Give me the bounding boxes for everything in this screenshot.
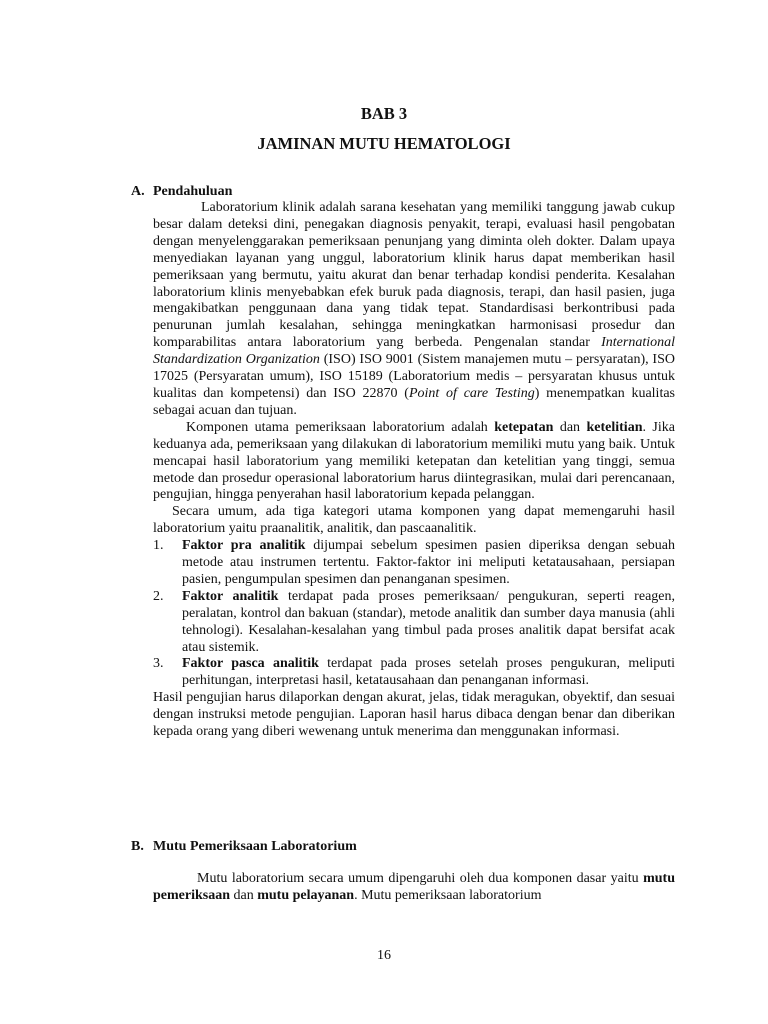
section-b-title: Mutu Pemeriksaan Laboratorium xyxy=(153,839,357,854)
factor-title: Faktor analitik xyxy=(182,588,279,604)
factor-list xyxy=(153,538,675,690)
text-run: Laboratorium klinik adalah sarana kesehatan yang memiliki tanggung jawab cukup besar dalam deteksi dini, penegakan diagnosis penyakit, terapi, evaluasi hasil pengobatan dengan menyelenggarakan pemeriksaan penunjang yang diminta oleh dokter. Dalam upaya menyediakan layanan yang unggul, laboratorium klinik harus dapat memberikan hasil pemeriksaan yang bermutu, yaitu akurat dan benar terhadap kondisi penderita. Kesalahan laboratorium klinis menyebabkan efek buruk pada diagnosis, terapi, dan hasil pasien, juga mengakibatkan penggunaan dana yang tidak tepat. Standardisasi berkontribusi pada penurunan jumlah kesalahan, sehingga meningkatkan harmonisasi prosedur dan komparabilitas antara laboratorium yang berbeda. Pengenalan standar xyxy=(153,200,675,351)
factor-title: Faktor pasca analitik xyxy=(182,656,319,672)
text-run: dan xyxy=(553,419,587,435)
page-number: 16 xyxy=(377,948,391,963)
term-mutu-pelayanan: mutu pelayanan xyxy=(257,887,355,903)
list-number: 3. xyxy=(153,656,164,672)
poct-italic: Point of care Testing xyxy=(408,385,535,401)
list-item xyxy=(153,656,675,690)
chapter-number: BAB 3 xyxy=(360,104,408,123)
text-run: dan xyxy=(230,887,258,903)
section-a-letter: A. xyxy=(131,184,145,199)
text-run: . Jika keduanya ada, pemeriksaan yang dilakukan di laboratorium memiliki mutu yang baik. Untuk mencapai hasil laboratorium yang memiliki ketepatan dan ketelitian yang tinggi, semua metode dan prosedur operasional laboratorium harus diintegrasikan, mulai dari perencanaan, pengujian, hingga penyerahan hasil laboratorium kepada pelanggan. xyxy=(153,419,675,503)
section-b-body xyxy=(153,871,675,905)
list-item xyxy=(153,589,675,657)
chapter-title: JAMINAN MUTU HEMATOLOGI xyxy=(257,134,511,153)
iso-name-italic: International Standardization Organization xyxy=(153,335,675,368)
factor-text: terdapat pada proses setelah proses pengukuran, meliputi perhitungan, interpretasi hasil, ketatausahaan dan penanganan informasi. xyxy=(182,656,675,689)
text-run: Mutu laboratorium secara umum dipengaruhi oleh dua komponen dasar yaitu xyxy=(197,871,644,886)
factor-title: Faktor pra analitik xyxy=(182,538,306,554)
section-a-title: Pendahuluan xyxy=(153,184,233,199)
section-b-letter: B. xyxy=(131,839,144,854)
paragraph-components xyxy=(153,420,675,505)
list-item xyxy=(153,538,675,589)
list-number: 1. xyxy=(153,538,164,554)
term-ketelitian: ketelitian xyxy=(586,419,643,435)
list-number: 2. xyxy=(153,588,164,604)
text-run: . Mutu pemeriksaan laboratorium xyxy=(354,887,542,903)
paragraph-categories: Secara umum, ada tiga kategori utama komponen yang dapat memengaruhi hasil laboratorium yaitu praanalitik, analitik, dan pascaanalitik. xyxy=(153,504,675,537)
term-mutu-pemeriksaan: mutu pemeriksaan xyxy=(153,871,675,903)
section-a-body xyxy=(153,200,675,741)
text-run: (ISO) ISO 9001 (Sistem manajemen mutu – persyaratan), ISO 17025 (Persyaratan umum), ISO 15189 (Laboratorium medis – persyaratan khusus untuk kualitas dan kompetensi) dan ISO 22870 ( xyxy=(153,352,675,401)
paragraph-quality xyxy=(153,871,675,905)
factor-text: dijumpai sebelum spesimen pasien diperiksa dengan sebuah metode atau instrumen tertentu. Faktor-faktor ini meliputi ketatausahaan, persiapan pasien, pengumpulan spesimen dan penanganan spesimen. xyxy=(182,538,675,587)
term-ketepatan: ketepatan xyxy=(494,419,554,435)
paragraph-reporting: Hasil pengujian harus dilaporkan dengan akurat, jelas, tidak meragukan, obyektif, dan sesuai dengan instruksi metode pengujian. Laporan hasil harus dibaca dengan benar dan diberikan kepada orang yang diberi wewenang untuk menerima dan menggunakan informasi. xyxy=(153,690,675,740)
paragraph-intro xyxy=(153,200,675,420)
text-run: ) menempatkan kualitas sebagai acuan dan tujuan. xyxy=(153,385,675,418)
text-run: Komponen utama pemeriksaan laboratorium adalah xyxy=(186,419,495,435)
factor-text: terdapat pada proses pemeriksaan/ pengukuran, seperti reagen, peralatan, kontrol dan bakuan (standar), metode analitik dan sumber daya manusia (ahli tehnologi). Kesalahan-kesalahan yang timbul pada proses analitik dapat bersifat acak atau sistemik. xyxy=(182,588,675,655)
